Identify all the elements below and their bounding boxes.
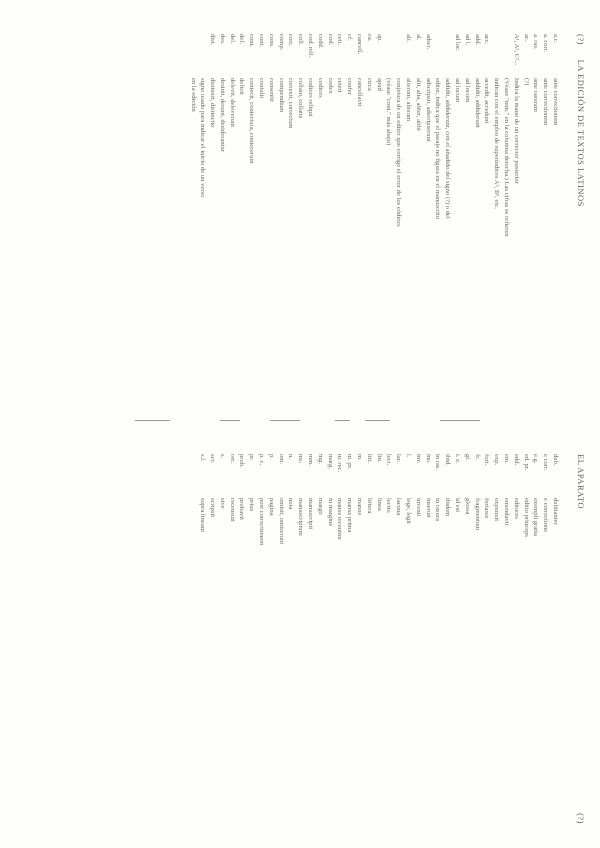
abbreviation-meaning: expunxit: [493, 498, 501, 522]
abbreviation-entry: [521, 34, 531, 414]
abbreviation-entry: [256, 34, 266, 414]
abbreviation-term: ibid.: [444, 454, 452, 466]
abbreviation-entry: [521, 454, 531, 834]
abbreviation-meaning: alii, alia, aliter, alibi: [414, 78, 422, 131]
abbreviation-entry: [207, 34, 217, 414]
abbreviation-entry: [217, 34, 227, 414]
abbreviation-term: e.g.: [532, 454, 540, 464]
abbreviation-meaning: confer: [346, 78, 354, 95]
abbreviation-term: scr.: [209, 454, 217, 463]
abbreviation-meaning: manus prima: [346, 498, 354, 533]
abbreviation-term: [491, 34, 501, 78]
abbreviation-entry: [374, 454, 384, 834]
abbreviation-entry: [354, 454, 364, 834]
abbreviation-entry: [433, 34, 443, 414]
right-page: [0, 424, 600, 848]
abbreviation-entry: [364, 34, 374, 414]
abbreviation-entry: [393, 454, 403, 834]
abbreviation-term: s.: [218, 454, 226, 459]
abbreviation-entry: [344, 34, 354, 414]
abbreviation-entry: [482, 34, 492, 414]
abbreviation-term: l.: [405, 454, 413, 458]
abbreviation-term: a. corr.: [542, 34, 550, 53]
right-running-title: EL APARATO: [576, 454, 586, 509]
abbreviation-meaning: accedit, accedunt: [483, 78, 491, 124]
abbreviation-meaning: circa: [365, 78, 373, 91]
abbreviation-term: dub.: [552, 454, 559, 466]
abbreviation-meaning: dubitanter: [552, 498, 559, 525]
abbreviation-meaning: probavit: [238, 498, 246, 520]
abbreviation-meaning: apud: [375, 78, 383, 91]
abbreviation-entry: [423, 454, 433, 834]
abbreviation-meaning: editores: [512, 498, 520, 519]
abbreviation-entry: [335, 34, 345, 414]
abbreviation-meaning: omisit, omiserunt: [277, 498, 285, 545]
abbreviation-meaning: manuscripti: [307, 498, 315, 530]
abbreviation-term: edd.: [512, 454, 520, 466]
abbreviation-term: dist.: [209, 34, 217, 46]
abbreviation-entry: [452, 454, 462, 834]
abbreviation-meaning: delevit, deleverunt: [228, 78, 236, 128]
abbreviation-meaning: (Véase "mm." en la columna derecha.) Las cifras se refieren: [503, 78, 511, 237]
abbreviation-meaning: lectio: [385, 498, 393, 513]
abbreviation-entry: [315, 34, 325, 414]
abbreviation-entry: [550, 454, 560, 834]
abbreviation-meaning: inseruit: [424, 498, 432, 518]
abbreviation-term: cont.: [258, 34, 266, 48]
abbreviation-meaning: addidit, addiderunt, con el añadido del signo (?) o del: [444, 78, 452, 219]
abbreviation-meaning: id est: [454, 498, 462, 513]
abbreviation-term: ca.: [365, 34, 373, 42]
abbreviation-meaning: adscripsit, adscripserunt: [424, 78, 432, 142]
abbreviation-meaning: cancellavit: [356, 78, 364, 107]
abbreviation-entry: [305, 454, 315, 834]
abbreviation-meaning: manus: [356, 498, 364, 516]
gutter-divider: [0, 420, 600, 421]
abbreviation-meaning: fortasse: [483, 498, 491, 519]
abbreviation-term: [433, 34, 443, 78]
abbreviation-term: a. ras.: [532, 34, 540, 50]
abbreviation-meaning: correxit, correctum: [287, 78, 295, 129]
left-page-number: (?): [576, 34, 586, 45]
abbreviation-entry: [315, 454, 325, 834]
abbreviation-meaning: desinit, desunt, desiderantur: [218, 78, 226, 152]
abbreviation-entry: [266, 34, 276, 414]
abbreviation-meaning: emendavit: [503, 498, 511, 526]
abbreviation-meaning: e correctione: [542, 498, 550, 533]
abbreviation-entry: [540, 454, 550, 834]
abbreviation-term: [393, 34, 403, 78]
abbreviation-term: prob.: [238, 454, 246, 468]
abbreviation-entry: [442, 454, 452, 834]
abbreviation-term: m.: [356, 454, 364, 461]
abbreviation-meaning: lacuna: [395, 498, 403, 516]
abbreviation-term: exp.: [493, 454, 501, 466]
abbreviation-term: cons.: [267, 34, 275, 48]
abbreviation-entry: [472, 34, 482, 414]
abbreviation-meaning: ante correctionem: [542, 78, 550, 126]
abbreviation-entry: [227, 454, 237, 834]
abbreviation-meaning: consentit: [267, 78, 275, 102]
abbreviation-meaning: invenit: [414, 498, 422, 517]
abbreviation-term: acc.: [483, 34, 491, 45]
abbreviation-term: cf.: [346, 34, 354, 41]
abbreviation-term: add.: [473, 34, 481, 46]
abbreviation-term: rec.: [228, 454, 236, 464]
abbreviation-meaning: (véase "coni." más abajo): [385, 78, 393, 146]
abbreviation-entry: [364, 454, 374, 834]
abbreviation-term: comp.: [277, 34, 285, 51]
abbreviation-meaning: contulit: [258, 78, 266, 99]
abbreviation-term: codd.: [316, 34, 324, 49]
abbreviation-entry: [237, 34, 247, 414]
abbreviation-entry: [423, 34, 433, 414]
abbreviation-meaning: codices: [316, 78, 324, 98]
abbreviation-term: ms.: [297, 454, 305, 464]
abbreviation-entry: [540, 34, 550, 414]
abbreviation-term: ac.: [522, 34, 530, 42]
abbreviation-meaning: ante rasuram: [532, 78, 540, 112]
abbreviation-entry: [413, 454, 423, 834]
abbreviation-entry: [531, 454, 541, 834]
abbreviation-entry: [531, 34, 541, 414]
abbreviation-term: [198, 34, 208, 78]
abbreviation-meaning: collato, collatis: [297, 78, 305, 119]
abbreviation-entry: [276, 34, 286, 414]
abbreviation-entry: [305, 34, 315, 414]
abbreviation-term: lac.: [395, 454, 403, 464]
abbreviation-meaning: manus recentior: [336, 498, 344, 541]
abbreviation-entry: [256, 454, 266, 834]
abbreviation-meaning: codex: [326, 78, 334, 94]
abbreviation-term: mm.: [307, 454, 315, 466]
abbreviation-term: def.: [238, 34, 246, 45]
abbreviation-term: n.: [287, 454, 295, 459]
abbreviation-meaning: signo usado para indicar el inicio de un verso: [199, 78, 207, 198]
abbreviation-term: des.: [218, 34, 226, 45]
abbreviation-meaning: scripsit: [209, 498, 217, 518]
abbreviation-term: gl.: [463, 454, 471, 461]
abbreviation-entry: [384, 454, 394, 834]
abbreviation-entry: [198, 454, 208, 834]
abbreviation-entry: [374, 34, 384, 414]
abbreviation-term: litt.: [365, 454, 373, 463]
abbreviation-meaning: editio princeps: [522, 498, 530, 538]
abbreviation-term: adscr.: [424, 34, 432, 50]
abbreviation-entry: [247, 34, 257, 414]
abbreviation-term: al.: [414, 34, 422, 41]
abbreviation-term: coni.: [248, 34, 256, 48]
abbreviation-term: ad loc.: [454, 34, 462, 52]
abbreviation-entry: [511, 454, 521, 834]
abbreviation-meaning: nota: [287, 498, 295, 510]
abbreviation-meaning: fragmentum: [473, 498, 481, 531]
abbreviation-term: lect.: [385, 454, 393, 466]
abbreviation-meaning: lege, legit: [405, 498, 413, 524]
abbreviation-entry: [247, 454, 257, 834]
abbreviation-term: ad l.: [463, 34, 471, 46]
abbreviation-meaning: recensuit: [228, 498, 236, 522]
abbreviation-term: i. e.: [454, 454, 462, 464]
abbreviation-meaning: ceteri: [336, 78, 344, 93]
abbreviation-entry: [501, 454, 511, 834]
abbreviation-entry: [433, 454, 443, 834]
abbreviation-meaning: margo: [316, 498, 324, 515]
abbreviation-term: s.l.: [199, 454, 207, 462]
abbreviation-term: cod. rell.: [307, 34, 315, 58]
abbreviation-term: cancell.: [356, 34, 364, 55]
abbreviation-term: corr.: [287, 34, 295, 46]
abbreviation-entry: [501, 34, 511, 414]
abbreviation-entry: [550, 34, 560, 414]
abbreviation-entry: [188, 34, 198, 414]
abbreviation-term: mg.: [316, 454, 324, 465]
abbreviation-entry: [276, 454, 286, 834]
abbreviation-entry: [295, 34, 305, 414]
abbreviation-meaning: ante correctionem: [552, 78, 559, 126]
abbreviation-meaning: (?): [522, 78, 530, 86]
abbreviation-meaning: deficit: [238, 78, 246, 95]
abbreviation-term: em.: [503, 454, 511, 464]
abbreviation-entry: [354, 34, 364, 414]
left-abbreviation-list: [188, 34, 560, 414]
abbreviation-entry: [237, 454, 247, 834]
abbreviation-entry: [482, 454, 492, 834]
abbreviation-term: m. rec.: [336, 454, 344, 473]
abbreviation-term: del.: [228, 34, 236, 44]
abbreviation-meaning: exempli gratia: [532, 498, 540, 536]
abbreviation-meaning: codices reliqui: [307, 78, 315, 117]
abbreviation-meaning: coniecit, coniectura, coniecerunt: [248, 78, 256, 164]
abbreviation-entry: [462, 34, 472, 414]
abbreviation-term: in ras.: [434, 454, 442, 471]
abbreviation-meaning: Indica la mano de un corrector posterior: [512, 78, 520, 184]
abbreviation-entry: [295, 454, 305, 834]
abbreviation-meaning: post correctionem: [258, 498, 266, 546]
abbreviation-term: p.: [267, 454, 275, 459]
abbreviation-term: [442, 34, 452, 78]
abbreviation-term: a.c.: [552, 34, 559, 44]
left-running-title: LA EDICIÓN DE TEXTOS LATINOS: [576, 59, 586, 207]
abbreviation-entry: [198, 34, 208, 414]
abbreviation-entry: [491, 34, 501, 414]
abbreviation-meaning: sive: [218, 498, 226, 509]
abbreviation-term: e corr.: [542, 454, 550, 471]
abbreviation-entry: [511, 34, 521, 414]
abbreviation-meaning: linea: [375, 498, 383, 511]
abbreviation-term: ins.: [424, 454, 432, 464]
abbreviation-term: coll.: [297, 34, 305, 46]
abbreviation-entry: [286, 454, 296, 834]
abbreviation-term: A¹, A², C¹...: [512, 34, 520, 66]
abbreviation-meaning: en la edición: [189, 78, 197, 112]
abbreviation-term: cod.: [326, 34, 334, 46]
abbreviation-entry: [384, 34, 394, 414]
abbreviation-term: marg.: [326, 454, 334, 470]
abbreviation-entry: [325, 454, 335, 834]
abbreviation-meaning: editor, indica que el pasaje no figura en el manuscrito: [434, 78, 442, 220]
abbreviation-term: lin.: [375, 454, 383, 463]
right-page-number: (?): [576, 813, 586, 824]
abbreviation-term: om.: [277, 454, 285, 465]
abbreviation-term: [384, 34, 394, 78]
abbreviation-meaning: ad locum: [463, 78, 471, 103]
abbreviation-term: ed. pr.: [522, 454, 530, 471]
abbreviation-meaning: pagina: [267, 498, 275, 516]
abbreviation-entry: [403, 454, 413, 834]
right-abbreviation-list: [198, 454, 560, 834]
abbreviation-meaning: distinxit, distinctio: [209, 78, 217, 128]
abbreviation-meaning: in rasura: [434, 498, 442, 521]
abbreviation-meaning: compendium: [277, 78, 285, 113]
abbreviation-entry: [344, 454, 354, 834]
abbreviation-entry: [335, 454, 345, 834]
abbreviation-term: pr.: [248, 454, 256, 461]
abbreviation-entry: [413, 34, 423, 414]
abbreviation-meaning: alterum, alteram: [405, 78, 413, 122]
abbreviation-meaning: glossa: [463, 498, 471, 515]
abbreviation-term: [188, 34, 198, 78]
abbreviation-entry: [472, 454, 482, 834]
abbreviation-entry: [393, 34, 403, 414]
abbreviation-term: fort.: [483, 454, 491, 466]
abbreviation-entry: [491, 454, 501, 834]
abbreviation-entry: [227, 34, 237, 414]
abbreviation-entry: [217, 454, 227, 834]
abbreviation-meaning: conjetura de un editor que corrige el error de los códices: [395, 78, 403, 227]
abbreviation-term: p. c.: [258, 454, 266, 466]
abbreviation-term: [501, 34, 511, 78]
abbreviation-term: fr.: [473, 454, 481, 460]
abbreviation-entry: [286, 34, 296, 414]
abbreviation-entry: [403, 34, 413, 414]
abbreviation-term: cett.: [336, 34, 344, 46]
abbreviation-meaning: prius: [248, 498, 256, 512]
abbreviation-meaning: in margine: [326, 498, 334, 527]
abbreviation-meaning: indican con el empleo de superíndices A², B³, etc.: [493, 78, 501, 209]
abbreviation-entry: [207, 454, 217, 834]
abbreviation-meaning: ibidem: [444, 498, 452, 517]
abbreviation-entry: [266, 454, 276, 834]
abbreviation-entry: [462, 454, 472, 834]
left-running-head: [576, 34, 586, 207]
abbreviation-entry: [442, 34, 452, 414]
abbreviation-term: ap.: [375, 34, 383, 42]
abbreviation-meaning: manuscriptum: [297, 498, 305, 536]
abbreviation-meaning: littera: [365, 498, 373, 514]
abbreviation-entry: [325, 34, 335, 414]
abbreviation-term: alt.: [405, 34, 413, 43]
abbreviation-term: inv.: [414, 454, 422, 464]
abbreviation-meaning: ad locum: [454, 78, 462, 103]
abbreviation-meaning: supra lineam: [199, 498, 207, 532]
abbreviation-term: m. pr.: [346, 454, 354, 470]
abbreviation-entry: [452, 34, 462, 414]
abbreviation-meaning: addidit, addiderunt: [473, 78, 481, 128]
